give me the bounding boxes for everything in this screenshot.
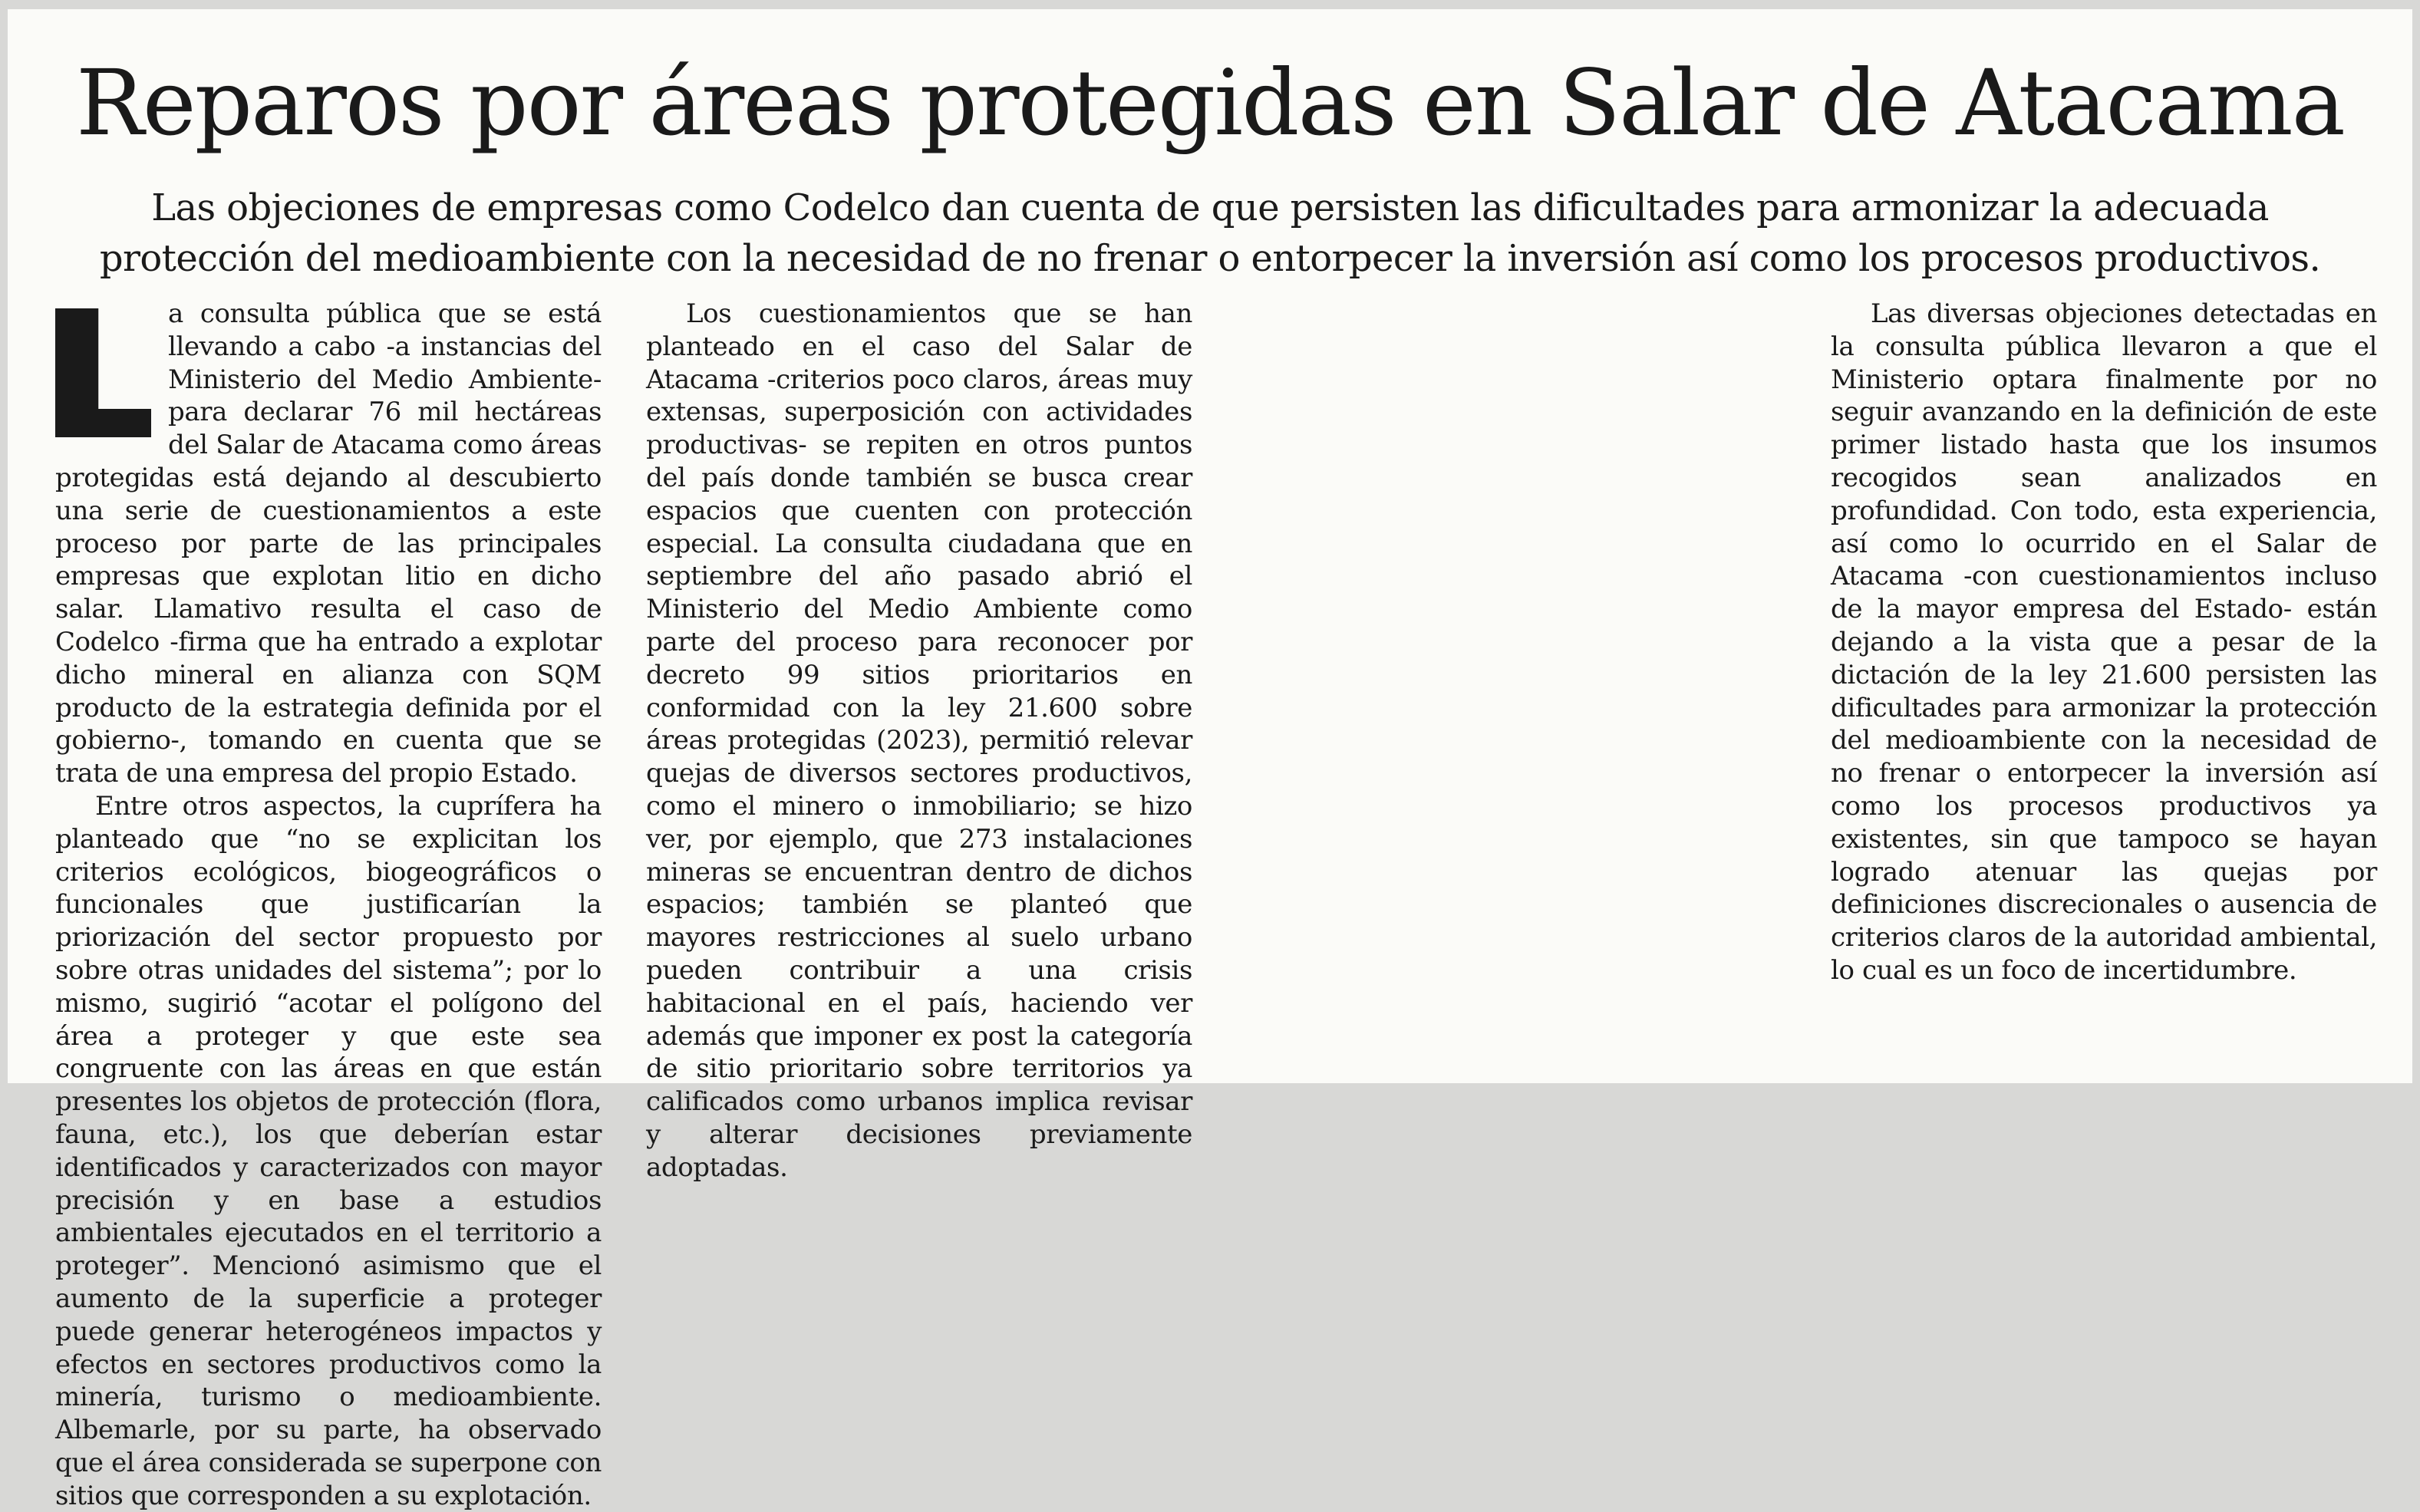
paragraph-1: [55, 298, 602, 790]
paragraph-4: [1831, 298, 2377, 987]
paragraph-4-text: Las diversas objeciones detectadas en la consulta pública llevaron a que el Ministerio optara finalmente por no seguir avanzando en la definición de este primer listado hasta que los insumos recogidos sean analizados en profundidad. Con todo, esta experiencia, así como lo ocurrido en el Salar de Atacama -con cuestionamientos incluso de la mayor empresa del Estado- están dejando a la vista que a pesar de la dictación de la ley 21.600 persisten las dificultades para armonizar la protección del medioambiente con la necesidad de no frenar o entorpecer la inversión así como los procesos productivos ya existentes, sin que tampoco se hayan logrado atenuar las quejas por definiciones discrecionales o ausencia de criterios claros de la autoridad ambiental, lo cual es un foco de incertidumbre.: [1831, 298, 2377, 986]
newspaper-page: [8, 9, 2412, 1511]
column-4: [1831, 298, 2377, 1065]
paragraph-2-text: Entre otros aspectos, la cuprífera ha planteado que “no se explicitan los criterios ecológicos, biogeográficos o funcionales que justificarían la priorización del sector propuesto por sobre otras unidades del sistema”; por lo mismo, sugirió “acotar el polígono del área a proteger y que este sea congruente con las áreas en que están presentes los objetos de protección (flora, fauna, etc.), los que deberían estar identificados y caracterizados con mayor precisión y en base a estudios ambientales ejecutados en el territorio a proteger”. Mencionó asimismo que el aumento de la superficie a proteger puede generar heterogéneos impactos y efectos en sectores productivos como la minería, turismo o medioambiente. Albemarle, por su parte, ha observado que el área considerada se superpone con sitios que corresponden a su explotación.: [55, 790, 602, 1511]
headline: Reparos por áreas protegidas en Salar de Atacama: [75, 50, 2345, 156]
deck: [54, 183, 2366, 284]
paragraph-2: [55, 790, 602, 1512]
paragraph-1-text: a consulta pública que se está llevando a cabo -a instancias del Ministerio del Medio Ambiente- para declarar 76 mil hectáreas del Salar de Atacama como áreas protegidas está dejando al descubierto una serie de cuestionamientos a este proceso por parte de las principales empresas que explotan litio en dicho salar. Llamativo resulta el caso de Codelco -firma que ha entrado a explotar dicho mineral en alianza con SQM producto de la estrategia definida por el gobierno-, tomando en cuenta que se trata de una empresa del propio Estado.: [55, 298, 602, 789]
deck-line-1: Las objeciones de empresas como Codelco dan cuenta de que persisten las dificultades para armonizar la adecuada: [151, 186, 2269, 229]
paragraph-3-text: Los cuestionamientos que se han planteado en el caso del Salar de Atacama -criterios poco claros, áreas muy extensas, superposición con actividades productivas- se repiten en otros puntos del país donde también se busca crear espacios que cuenten con protección especial. La consulta ciudadana que en septiembre del año pasado abrió el Ministerio del Medio Ambiente como parte del proceso para reconocer por decreto 99 sitios prioritarios en conformidad con la ley 21.600 sobre áreas protegidas (2023), permitió relevar quejas de diversos sectores productivos, como el minero o inmobiliario; se hizo ver, por ejemplo, que 273 instalaciones mineras se encuentran dentro de dichos espacios; también se planteó que mayores restricciones al suelo urbano pueden contribuir a una crisis habitacional en el país, haciendo ver además que imponer ex post la categoría de sitio prioritario sobre territorios ya calificados como urbanos implica revisar y alterar decisiones previamente adoptadas.: [646, 298, 1192, 1183]
drop-cap: [55, 308, 151, 437]
paragraph-3: [646, 298, 1192, 1184]
column-3: [1240, 298, 1786, 1065]
deck-line-2: protección del medioambiente con la necesidad de no frenar o entorpecer la inversión así como los procesos productivos.: [99, 237, 2321, 280]
column-1: [55, 298, 602, 1511]
column-2: [646, 298, 1192, 1183]
